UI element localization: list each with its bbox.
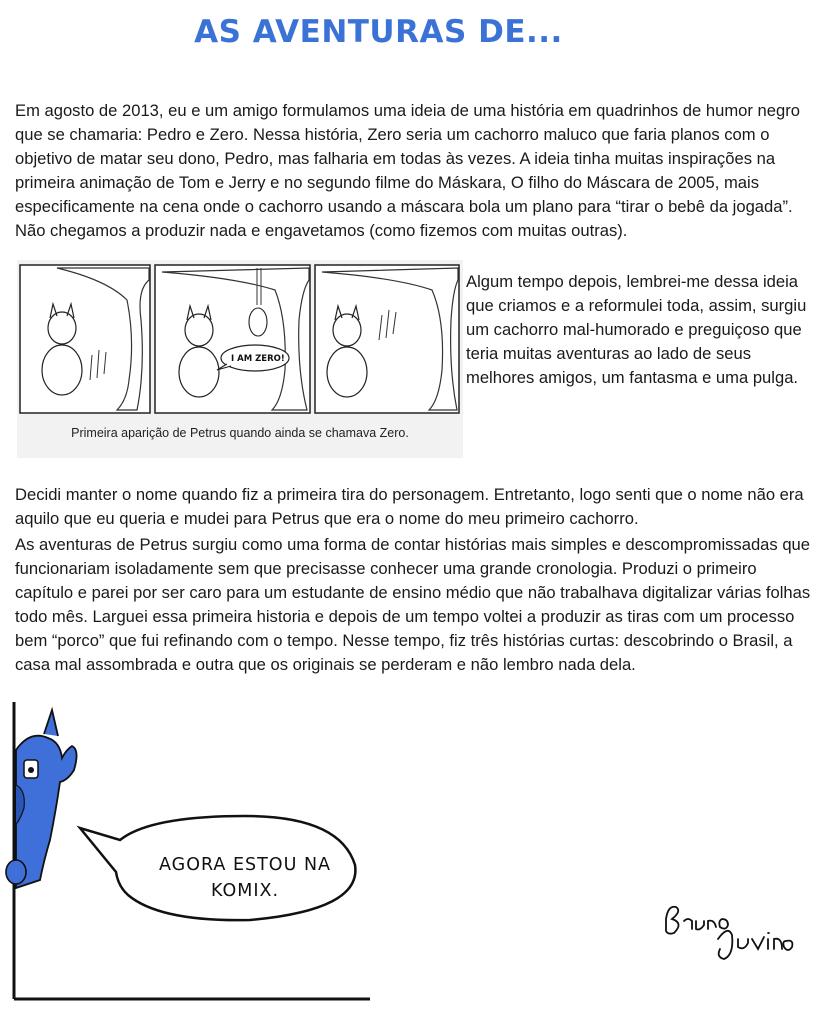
page-title: AS AVENTURAS DE... xyxy=(194,14,563,50)
comic-speech-text: I AM ZERO! xyxy=(231,354,285,364)
name-change-paragraph: Decidi manter o nome quando fiz a primeira tira do personagem. Entretanto, logo senti que o nome não era aquilo que eu queria e mudei para Petrus que era o nome do meu primeiro cachorro. xyxy=(15,485,804,528)
mascot-illustration xyxy=(0,690,420,1010)
intro-paragraph: Em agosto de 2013, eu e um amigo formulamos uma ideia de uma história em quadrinhos de humor negro que se chamaria: Pedro e Zero. Nessa história, Zero seria um cachorro maluco que faria planos com o objetivo de matar seu dono, Pedro, mas falharia em todas às vezes. A ideia tinha muitas inspirações na primeira animação de Tom e Jerry e no segundo filme do Máskara, O filho do Máscara de 2005, mais especificamente na cena onde o cachorro usando a máscara bola um plano para “tirar o bebê da jogada”. Não chegamos a produzir nada e engavetamos (como fizemos com muitas outras). xyxy=(15,101,800,240)
blue-dog-mascot xyxy=(6,710,77,888)
history-paragraph: As aventuras de Petrus surgiu como uma forma de contar histórias mais simples e descompromissadas que funcionariam isoladamente sem que precisasse conhecer uma grande cronologia. Produzi o primeiro capítulo e parei por ser caro para um estudante de ensino médio que não trabalhava digitalizar várias folhas todo mês. Larguei essa primeira historia e depois de um tempo voltei a produzir as tiras com um processo bem “porco” que fui refinando com o tempo. Nesse tempo, fiz três histórias curtas: descobrindo o Brasil, a casa mal assombrada e outra que os originais se perderam e não lembro nada dela. xyxy=(15,535,811,674)
comic-strip-figure xyxy=(17,260,463,458)
comic-caption: Primeira aparição de Petrus quando ainda se chamava Zero. xyxy=(71,426,409,440)
mascot-speech-text: AGORA ESTOU NA KOMIX. xyxy=(158,855,332,901)
author-signature xyxy=(658,895,798,965)
comic-strip-image xyxy=(17,260,463,425)
side-paragraph: Algum tempo depois, lembrei-me dessa ideia que criamos e a reformulei toda, assim, surgiu um cachorro mal-humorado e preguiçoso que teria muitas aventuras ao lado de seus melhores amigos, um fantasma e uma pulga. xyxy=(466,272,807,387)
